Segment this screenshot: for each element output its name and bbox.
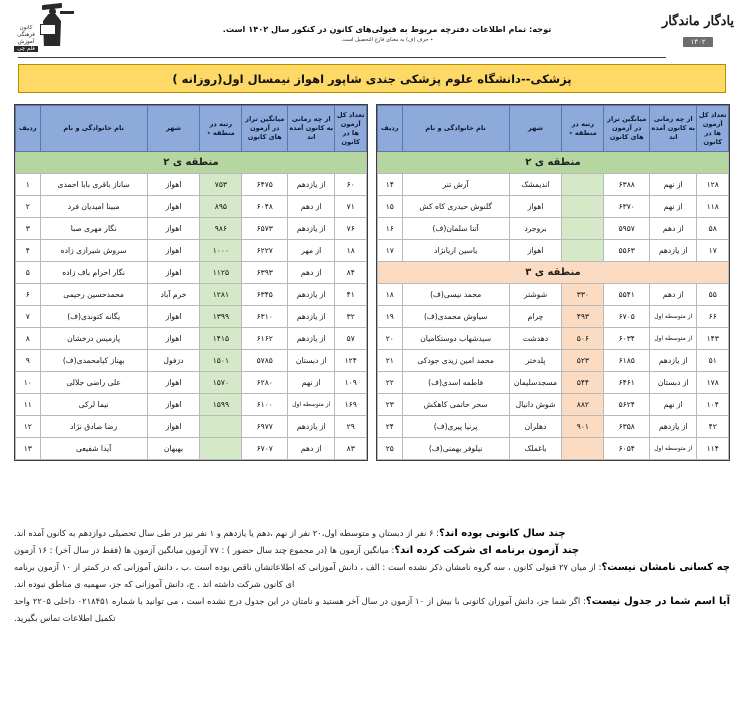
- cell-row-number: ۲۲: [378, 372, 403, 394]
- cell-student-name: یگانه کتوندی(ف): [40, 306, 147, 328]
- cell-joined-since: از دهم: [650, 218, 697, 240]
- cell-region-rank: [562, 438, 604, 460]
- cell-region-rank: ۵۰۶: [562, 328, 604, 350]
- cell-student-name: سیدشهاب دوستکامیان: [402, 328, 509, 350]
- cell-student-name: سیاوش محمدی(ف): [402, 306, 509, 328]
- table-row: [16, 262, 367, 284]
- cell-city: بهبهان: [147, 438, 200, 460]
- th-avg: میانگین تراز در آزمون های کانون: [604, 106, 650, 152]
- table-body-right: [16, 152, 367, 460]
- table-row: [378, 350, 729, 372]
- cell-average-taraz: ۵۹۵۷: [604, 218, 650, 240]
- cell-total-exams: ۷۱: [335, 196, 367, 218]
- cell-student-name: محمد امین زیدی جودکی: [402, 350, 509, 372]
- th-city: شهر: [147, 106, 200, 152]
- cell-region-rank: ۱۵۰۱: [200, 350, 242, 372]
- footnote-body: : میانگین آزمون ها (در مجموع چند سال حضور ) : ۷۷ آزمون میانگین آزمون ها (فقط در سال آخر) : ۱۶ آزمون: [14, 545, 395, 555]
- cell-row-number: ۲: [16, 196, 41, 218]
- cell-student-name: علی راضی جلالی: [40, 372, 147, 394]
- cell-total-exams: ۵۸: [697, 218, 729, 240]
- section-header-row: [378, 262, 729, 284]
- cell-average-taraz: ۶۴۶۱: [604, 372, 650, 394]
- cell-joined-since: از دبستان: [650, 372, 697, 394]
- masthead-divider: [18, 57, 666, 58]
- cell-region-rank: ۵۲۳: [562, 350, 604, 372]
- cell-row-number: ۸: [16, 328, 41, 350]
- cell-total-exams: ۱۸: [335, 240, 367, 262]
- cell-row-number: ۱۴: [378, 174, 403, 196]
- table-row: [378, 328, 729, 350]
- notice-primary-text: توجه: تمام اطلاعات دفترچه مربوط به قبولی‌های کانون در کنکور سال ۱۴۰۲ است.: [222, 24, 552, 34]
- cell-row-number: ۳: [16, 218, 41, 240]
- cell-total-exams: ۶۶: [697, 306, 729, 328]
- cell-average-taraz: ۶۷۰۷: [242, 438, 288, 460]
- cell-region-rank: ۱۵۹۹: [200, 394, 242, 416]
- page-title-banner: [18, 64, 726, 93]
- cell-total-exams: ۴۱: [335, 284, 367, 306]
- cell-student-name: پرنیا پیری(ف): [402, 416, 509, 438]
- cell-average-taraz: ۶۳۵۸: [604, 416, 650, 438]
- cell-joined-since: از دهم: [288, 262, 335, 284]
- cell-student-name: آرش تنر: [402, 174, 509, 196]
- cell-region-rank: ۹۸۶: [200, 218, 242, 240]
- cell-row-number: ۴: [16, 240, 41, 262]
- cell-average-taraz: ۶۰۳۴: [604, 328, 650, 350]
- cell-region-rank: ۱۴۱۵: [200, 328, 242, 350]
- cell-joined-since: از دهم: [288, 196, 335, 218]
- cell-total-exams: ۵۱: [697, 350, 729, 372]
- cell-total-exams: ۱۷۸: [697, 372, 729, 394]
- table-header-right: [16, 106, 367, 152]
- cell-average-taraz: ۶۱۰۰: [242, 394, 288, 416]
- kanoon-farhangi-logo: [14, 2, 68, 54]
- cell-total-exams: ۵۵: [697, 284, 729, 306]
- cell-city: شوش دانیال: [509, 394, 562, 416]
- section-label: منطقه ی ۲: [378, 152, 729, 174]
- masthead: [0, 0, 744, 60]
- table-header-left: [378, 106, 729, 152]
- cell-average-taraz: ۶۰۵۴: [604, 438, 650, 460]
- tables-container: [14, 104, 730, 461]
- th-since: از چه زمانی به کانون آمده اند: [288, 106, 335, 152]
- footnotes-section: [14, 525, 730, 627]
- cell-row-number: ۱۸: [378, 284, 403, 306]
- cell-city: اهواز: [147, 262, 200, 284]
- cell-row-number: ۲۳: [378, 394, 403, 416]
- cell-average-taraz: ۶۹۷۷: [242, 416, 288, 438]
- footnote-body: : از میان ۲۷ قبولی کانون ، سه گروه نامشان ذکر نشده است : الف ، دانش آموزانی که اطلاعاتشان ناقص بوده است .ب ، دانش آموزانی که در کمتر از ۱۰ آزمون برنامه ای کانون شرکت داشته اند . ج، دانش آموزانی که جز، سهمیه ی مناطق نبوده اند.: [14, 562, 602, 589]
- cell-average-taraz: ۶۷۰۵: [604, 306, 650, 328]
- cell-joined-since: از متوسطه اول: [650, 328, 697, 350]
- cell-row-number: ۷: [16, 306, 41, 328]
- cell-average-taraz: ۶۵۷۳: [242, 218, 288, 240]
- cell-student-name: نگار احرام باف زاده: [40, 262, 147, 284]
- cell-joined-since: از دهم: [650, 284, 697, 306]
- cell-row-number: ۱: [16, 174, 41, 196]
- cell-row-number: ۱۹: [378, 306, 403, 328]
- footnote-heading: چند سال کانونی بوده اند؟: [438, 528, 566, 539]
- cell-region-rank: [562, 218, 604, 240]
- cell-row-number: ۲۰: [378, 328, 403, 350]
- header-row: [378, 106, 729, 152]
- cell-region-rank: ۷۵۳: [200, 174, 242, 196]
- cell-average-taraz: ۶۱۶۲: [242, 328, 288, 350]
- th-since: از چه زمانی به کانون آمده اند: [650, 106, 697, 152]
- cell-row-number: ۱۰: [16, 372, 41, 394]
- cell-joined-since: از دبستان: [288, 350, 335, 372]
- cell-student-name: محمد نیسی(ف): [402, 284, 509, 306]
- cell-row-number: ۱۶: [378, 218, 403, 240]
- cell-total-exams: ۱۴۳: [697, 328, 729, 350]
- cell-city: اهواز: [147, 394, 200, 416]
- cell-row-number: ۲۵: [378, 438, 403, 460]
- cell-city: مسجدسلیمان: [509, 372, 562, 394]
- left-table-panel: [376, 104, 730, 461]
- header-row: [16, 106, 367, 152]
- figure-head-icon: [49, 8, 56, 15]
- table-row: [16, 174, 367, 196]
- right-table-panel: [14, 104, 368, 461]
- footnote-body: : اگر شما جز، دانش آموزان کانونی با بیش از ۱۰ آزمون در سال آخر هستید و نامتان در این جدول درج نشده است ، می توانید با شماره ۰۲۱۸۴۵۱ داخلی ۲۲۰۵ واحد تکمیل اطلاعات تماس بگیرید.: [14, 596, 586, 623]
- cell-total-exams: ۱۶۹: [335, 394, 367, 416]
- cell-region-rank: ۸۸۲: [562, 394, 604, 416]
- section-label: منطقه ی ۲: [16, 152, 367, 174]
- cell-region-rank: ۱۳۹۹: [200, 306, 242, 328]
- cell-student-name: آتنا سلمان(ف): [402, 218, 509, 240]
- acceptances-table-left: [377, 105, 729, 460]
- cell-student-name: یاسین اریانژاد: [402, 240, 509, 262]
- book-icon: [40, 24, 56, 35]
- year-badge: ۱۴۰۲: [683, 37, 712, 47]
- footnote-1: [14, 525, 730, 542]
- cell-city: خرم آباد: [147, 284, 200, 306]
- table-row: [378, 416, 729, 438]
- cell-row-number: ۱۷: [378, 240, 403, 262]
- th-rank: رتبه در منطقه ٭: [562, 106, 604, 152]
- cell-city: دزفول: [147, 350, 200, 372]
- cell-average-taraz: ۶۳۸۸: [604, 174, 650, 196]
- table-row: [16, 350, 367, 372]
- cell-city: اهواز: [509, 196, 562, 218]
- cell-joined-since: از یازدهم: [650, 240, 697, 262]
- notice-block: [120, 24, 654, 43]
- cell-joined-since: از نهم: [650, 196, 697, 218]
- cell-average-taraz: ۵۶۲۴: [604, 394, 650, 416]
- cell-city: بروجرد: [509, 218, 562, 240]
- cell-student-name: نیما لرکی: [40, 394, 147, 416]
- cell-joined-since: از یازدهم: [288, 416, 335, 438]
- cell-region-rank: ۹۰۱: [562, 416, 604, 438]
- section-header-row: [378, 152, 729, 174]
- cell-region-rank: ۱۱۲۵: [200, 262, 242, 284]
- cell-joined-since: از مهر: [288, 240, 335, 262]
- footnote-3: [14, 559, 730, 593]
- page-title: پزشکی--دانشگاه علوم پزشکی جندی شاپور اهواز نیمسال اول(روزانه ): [172, 71, 572, 86]
- logo-line-1: کانون: [19, 25, 33, 31]
- cell-joined-since: از یازدهم: [288, 218, 335, 240]
- cell-row-number: ۵: [16, 262, 41, 284]
- graduate-figure-icon: [38, 2, 68, 54]
- cell-row-number: ۲۱: [378, 350, 403, 372]
- cell-average-taraz: ۵۵۴۱: [604, 284, 650, 306]
- cell-total-exams: ۱۰۴: [697, 394, 729, 416]
- table-row: [378, 306, 729, 328]
- cell-total-exams: ۱۱۴: [697, 438, 729, 460]
- cell-total-exams: ۱۷: [697, 240, 729, 262]
- cell-city: اهواز: [147, 174, 200, 196]
- cell-joined-since: از یازدهم: [650, 416, 697, 438]
- cell-row-number: ۲۴: [378, 416, 403, 438]
- yadegar-mandegar-logo: [660, 14, 736, 48]
- notice-secondary-text: ٭ حرف (ف) به معنای فارغ التحصیل است.: [340, 37, 434, 43]
- cell-city: اهواز: [147, 240, 200, 262]
- cell-student-name: محمدحسین رحیمی: [40, 284, 147, 306]
- cell-joined-since: از متوسطه اول: [650, 438, 697, 460]
- cell-total-exams: ۸۳: [335, 438, 367, 460]
- cell-city: اندیمشک: [509, 174, 562, 196]
- cell-student-name: فاطمه اسدی(ف): [402, 372, 509, 394]
- cell-city: اهواز: [147, 196, 200, 218]
- cell-row-number: ۱۱: [16, 394, 41, 416]
- cell-joined-since: از یازدهم: [288, 284, 335, 306]
- cell-average-taraz: ۶۲۸۰: [242, 372, 288, 394]
- cell-total-exams: ۱۲۴: [335, 350, 367, 372]
- cell-city: اهواز: [147, 416, 200, 438]
- cell-region-rank: ۴۹۳: [562, 306, 604, 328]
- cell-row-number: ۶: [16, 284, 41, 306]
- table-row: [16, 372, 367, 394]
- cell-average-taraz: ۵۵۶۳: [604, 240, 650, 262]
- table-row: [16, 284, 367, 306]
- section-label: منطقه ی ۳: [378, 262, 729, 284]
- cell-average-taraz: ۶۳۷۰: [604, 196, 650, 218]
- cell-average-taraz: ۶۴۷۵: [242, 174, 288, 196]
- cell-joined-since: از نهم: [288, 372, 335, 394]
- cell-row-number: ۱۲: [16, 416, 41, 438]
- cell-joined-since: از یازدهم: [288, 328, 335, 350]
- logo-text-lines: [14, 2, 38, 54]
- th-rank: رتبه در منطقه ٭: [200, 106, 242, 152]
- cell-region-rank: ۳۳۰: [562, 284, 604, 306]
- cell-student-name: آیدا شفیعی: [40, 438, 147, 460]
- cell-average-taraz: ۶۰۴۸: [242, 196, 288, 218]
- cell-total-exams: ۱۰۹: [335, 372, 367, 394]
- footnote-heading: آیا اسم شما در جدول نیست؟: [585, 596, 730, 607]
- table-body-left: [378, 152, 729, 460]
- footnote-2: [14, 542, 730, 559]
- th-count: تعداد کل آزمون ها در کانون: [697, 106, 729, 152]
- logo-line-3: آموزش: [17, 39, 35, 45]
- cell-total-exams: ۱۱۸: [697, 196, 729, 218]
- cell-city: پلدختر: [509, 350, 562, 372]
- cell-region-rank: ۱۵۷۰: [200, 372, 242, 394]
- cell-joined-since: از یازدهم: [288, 174, 335, 196]
- cell-student-name: سحر حاتمی کاهکش: [402, 394, 509, 416]
- th-avg: میانگین تراز در آزمون های کانون: [242, 106, 288, 152]
- cell-city: اهواز: [147, 218, 200, 240]
- cell-student-name: سروش شیرازی زاده: [40, 240, 147, 262]
- section-header-row: [16, 152, 367, 174]
- table-row: [378, 372, 729, 394]
- cell-average-taraz: ۶۳۹۳: [242, 262, 288, 284]
- table-row: [378, 174, 729, 196]
- th-city: شهر: [509, 106, 562, 152]
- table-row: [16, 394, 367, 416]
- cell-average-taraz: ۶۳۴۵: [242, 284, 288, 306]
- footnote-heading: چه کسانی نامشان نیست؟: [601, 562, 730, 573]
- cell-average-taraz: ۵۷۸۵: [242, 350, 288, 372]
- cell-row-number: ۱۳: [16, 438, 41, 460]
- table-row: [16, 438, 367, 460]
- acceptances-table-right: [15, 105, 367, 460]
- logo-line-2: فرهنگی: [17, 32, 35, 38]
- cell-city: دهدشت: [509, 328, 562, 350]
- cell-joined-since: از یازدهم: [650, 350, 697, 372]
- cell-student-name: نگار مهری صبا: [40, 218, 147, 240]
- cell-total-exams: ۲۹: [335, 416, 367, 438]
- table-row: [16, 196, 367, 218]
- table-row: [378, 218, 729, 240]
- table-row: [16, 240, 367, 262]
- table-row: [378, 196, 729, 218]
- cell-total-exams: ۵۷: [335, 328, 367, 350]
- th-radif: ردیف: [378, 106, 403, 152]
- cell-city: اهواز: [509, 240, 562, 262]
- logo-line-4: قلم چی: [14, 46, 38, 52]
- cell-student-name: پارمیس درخشان: [40, 328, 147, 350]
- cell-joined-since: از نهم: [650, 394, 697, 416]
- cell-total-exams: ۳۲: [335, 306, 367, 328]
- cell-student-name: مبینا امیدیان فرد: [40, 196, 147, 218]
- cell-joined-since: از متوسطه اول: [288, 394, 335, 416]
- th-name: نام خانوادگی و نام: [402, 106, 509, 152]
- cell-average-taraz: ۶۳۱۰: [242, 306, 288, 328]
- cell-average-taraz: ۶۲۲۷: [242, 240, 288, 262]
- cell-region-rank: [562, 174, 604, 196]
- table-row: [378, 394, 729, 416]
- cell-city: اهواز: [147, 328, 200, 350]
- cell-region-rank: ۸۹۵: [200, 196, 242, 218]
- brand-wordmark: یادگار ماندگار: [661, 14, 735, 29]
- cell-total-exams: ۷۶: [335, 218, 367, 240]
- cell-city: شوشتر: [509, 284, 562, 306]
- cell-region-rank: [200, 416, 242, 438]
- footnote-body: : ۶ نفر از دبستان و متوسطه اول،۲۰ نفر از نهم ،دهم یا یازدهم و ۱ نفر نیز در طی سال تحصیلی دوازدهم به کانون آمده اند.: [14, 528, 439, 538]
- cell-city: باغملک: [509, 438, 562, 460]
- cell-row-number: ۹: [16, 350, 41, 372]
- cell-student-name: رضا صادق نژاد: [40, 416, 147, 438]
- cell-student-name: بهناز کیامحمدی(ف): [40, 350, 147, 372]
- cell-student-name: نیلوفر بهمنی(ف): [402, 438, 509, 460]
- cell-joined-since: از نهم: [650, 174, 697, 196]
- cell-student-name: گلنوش حیدری کاه کش: [402, 196, 509, 218]
- cell-joined-since: از یازدهم: [288, 306, 335, 328]
- cell-city: اهواز: [147, 372, 200, 394]
- cell-city: چرام: [509, 306, 562, 328]
- cell-total-exams: ۴۲: [697, 416, 729, 438]
- cell-region-rank: ۱۰۰۰: [200, 240, 242, 262]
- cell-average-taraz: ۶۱۸۵: [604, 350, 650, 372]
- footnote-4: [14, 593, 730, 627]
- th-count: تعداد کل آزمون ها در کانون: [335, 106, 367, 152]
- cell-joined-since: از دهم: [288, 438, 335, 460]
- footnote-heading: چند آزمون برنامه ای شرکت کرده اند؟: [394, 545, 580, 556]
- cell-row-number: ۱۵: [378, 196, 403, 218]
- table-row: [378, 284, 729, 306]
- table-row: [16, 328, 367, 350]
- cell-region-rank: ۵۴۴: [562, 372, 604, 394]
- th-radif: ردیف: [16, 106, 41, 152]
- pointer-bar-icon: [60, 11, 74, 14]
- cell-total-exams: ۱۲۸: [697, 174, 729, 196]
- cell-region-rank: [562, 196, 604, 218]
- cell-region-rank: [562, 240, 604, 262]
- cell-total-exams: ۸۴: [335, 262, 367, 284]
- cell-joined-since: از متوسطه اول: [650, 306, 697, 328]
- table-row: [16, 416, 367, 438]
- table-row: [378, 240, 729, 262]
- table-row: [16, 218, 367, 240]
- cell-student-name: ساناز باقری بابا احمدی: [40, 174, 147, 196]
- cell-total-exams: ۶۰: [335, 174, 367, 196]
- cell-region-rank: ۱۲۸۱: [200, 284, 242, 306]
- table-row: [378, 438, 729, 460]
- cell-city: اهواز: [147, 306, 200, 328]
- th-name: نام خانوادگی و نام: [40, 106, 147, 152]
- cell-region-rank: [200, 438, 242, 460]
- cell-city: دهلران: [509, 416, 562, 438]
- table-row: [16, 306, 367, 328]
